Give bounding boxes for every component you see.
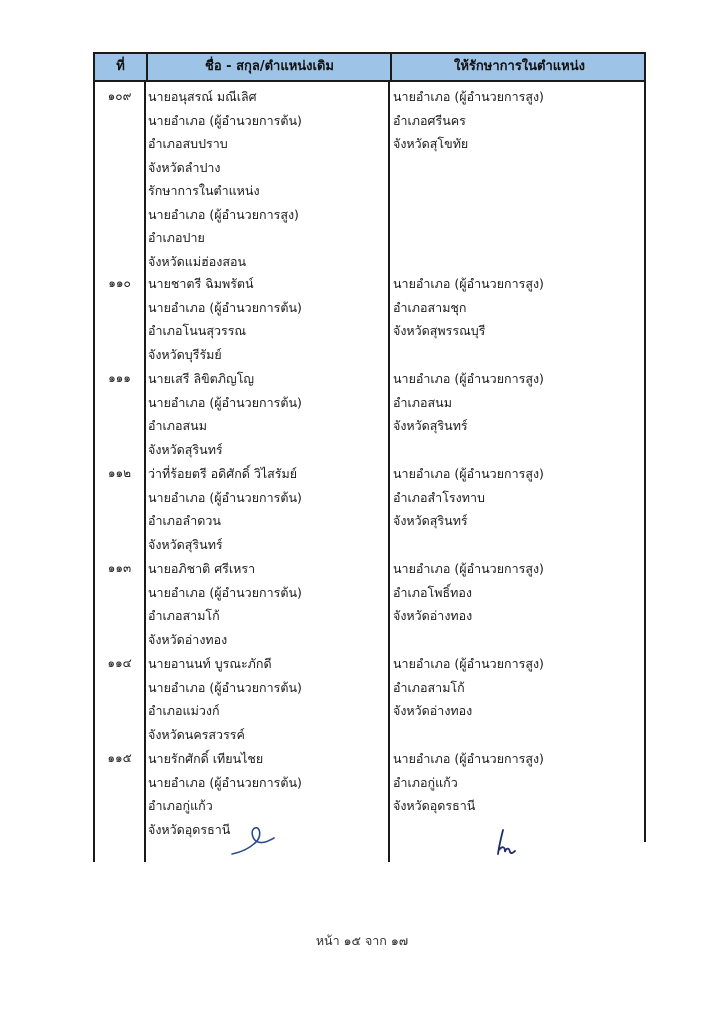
name-line: นายรักศักดิ์ เทียนไชย	[148, 751, 264, 766]
position-line: จังหวัดอุดรธานี	[393, 798, 476, 813]
name-line: อำเภอสามโก้	[148, 608, 220, 623]
name-line: นายอำเภอ (ผู้อำนวยการต้น)	[148, 112, 302, 128]
name-line: อำเภอแม่วงก์	[148, 703, 220, 718]
name-line: นายเสรี ลิขิตภิญโญ	[148, 371, 255, 386]
name-line: นายอำเภอ (ผู้อำนวยการต้น)	[148, 679, 302, 695]
row-number: ๑๑๒	[107, 466, 132, 480]
name-line: นายชาตรี ฉิมพรัตน์	[148, 276, 254, 291]
name-line: จังหวัดบุรีรัมย์	[148, 346, 222, 362]
position-cell	[393, 462, 643, 533]
name-line: อำเภอสนม	[148, 418, 207, 433]
name-line: นายอำเภอ (ผู้อำนวยการต้น)	[148, 299, 302, 315]
signature-mark-right	[494, 828, 518, 858]
name-line: อำเภอสบปราบ	[148, 136, 228, 151]
name-line: จังหวัดนครสวรรค์	[148, 726, 245, 742]
name-line: ว่าที่ร้อยตรี อดิศักดิ์ วิไสรัมย์	[148, 466, 298, 481]
name-cell	[148, 272, 386, 366]
position-line: อำเภอโพธิ์ทอง	[393, 584, 472, 600]
name-line: จังหวัดอุดรธานี	[148, 821, 231, 837]
name-line: จังหวัดแม่ฮ่องสอน	[148, 253, 247, 269]
position-line: จังหวัดอ่างทอง	[393, 703, 473, 718]
table-header	[93, 52, 646, 82]
position-line: จังหวัดสุรินทร์	[393, 513, 468, 528]
name-line: นายอานนท์ บูรณะภักดี	[148, 656, 272, 671]
name-line: จังหวัดสุรินทร์	[148, 536, 223, 552]
row-number: ๑๑๓	[107, 561, 132, 575]
position-line: นายอำเภอ (ผู้อำนวยการสูง)	[393, 276, 544, 291]
header-no: ที่	[116, 59, 125, 74]
name-line: นายอำเภอ (ผู้อำนวยการต้น)	[148, 584, 302, 600]
table-border-right	[644, 82, 646, 842]
position-cell	[393, 747, 643, 818]
name-line: รักษาการในตำแหน่ง	[148, 183, 260, 198]
position-line: นายอำเภอ (ผู้อำนวยการสูง)	[393, 656, 544, 671]
position-line: จังหวัดอ่างทอง	[393, 608, 473, 623]
position-line: นายอำเภอ (ผู้อำนวยการสูง)	[393, 466, 544, 481]
name-line: นายอำเภอ (ผู้อำนวยการต้น)	[148, 394, 302, 410]
name-line: นายอนุสรณ์ มณีเลิศ	[148, 89, 257, 104]
name-cell	[148, 652, 386, 746]
position-line: อำเภอสามชุก	[393, 299, 467, 315]
position-line: อำเภอศรีนคร	[393, 112, 466, 128]
name-line: อำเภอลำดวน	[148, 513, 221, 528]
name-cell	[148, 557, 386, 651]
position-cell	[393, 367, 643, 438]
position-line: อำเภอกู่แก้ว	[393, 774, 458, 790]
row-number: ๑๐๙	[107, 89, 132, 103]
name-line: อำเภอกู่แก้ว	[148, 798, 213, 813]
position-line: อำเภอสนม	[393, 394, 452, 410]
page-number: หน้า ๑๕ จาก ๑๗	[315, 933, 409, 948]
name-line: นายอภิชาติ ศรีเหรา	[148, 561, 256, 576]
name-line: นายอำเภอ (ผู้อำนวยการสูง)	[148, 206, 299, 222]
position-cell	[393, 557, 643, 628]
position-line: จังหวัดสุรินทร์	[393, 418, 468, 433]
name-cell	[148, 367, 386, 461]
position-cell	[393, 85, 643, 156]
row-number: ๑๑๑	[108, 371, 131, 385]
name-line: อำเภอปาย	[148, 230, 205, 245]
name-line: นายอำเภอ (ผู้อำนวยการต้น)	[148, 489, 302, 505]
position-line: นายอำเภอ (ผู้อำนวยการสูง)	[393, 89, 544, 104]
position-line: จังหวัดสุโขทัย	[393, 136, 469, 151]
position-line: อำเภอสำโรงทาบ	[393, 489, 485, 505]
position-cell	[393, 652, 643, 723]
position-line: นายอำเภอ (ผู้อำนวยการสูง)	[393, 561, 544, 576]
name-cell	[148, 85, 386, 273]
row-number: ๑๑๐	[108, 276, 131, 290]
name-line: จังหวัดสุรินทร์	[148, 441, 223, 457]
position-line: นายอำเภอ (ผู้อำนวยการสูง)	[393, 371, 544, 386]
position-line: นายอำเภอ (ผู้อำนวยการสูง)	[393, 751, 544, 766]
name-line: จังหวัดอ่างทอง	[148, 631, 228, 647]
row-number: ๑๑๕	[107, 751, 132, 765]
name-line: อำเภอโนนสุวรรณ	[148, 323, 247, 338]
header-divider	[390, 54, 392, 80]
position-line: อำเภอสามโก้	[393, 679, 465, 695]
name-line: จังหวัดลำปาง	[148, 159, 221, 175]
position-cell	[393, 272, 643, 343]
header-acting-position: ให้รักษาการในตำแหน่ง	[454, 59, 585, 74]
name-line: นายอำเภอ (ผู้อำนวยการต้น)	[148, 774, 302, 790]
position-line: จังหวัดสุพรรณบุรี	[393, 323, 486, 338]
signature-mark-left	[228, 822, 276, 858]
row-number: ๑๑๔	[107, 656, 132, 670]
header-name-position: ชื่อ - สกุล/ตำแหน่งเดิม	[205, 59, 334, 74]
column-divider	[388, 82, 390, 862]
name-cell	[148, 462, 386, 556]
